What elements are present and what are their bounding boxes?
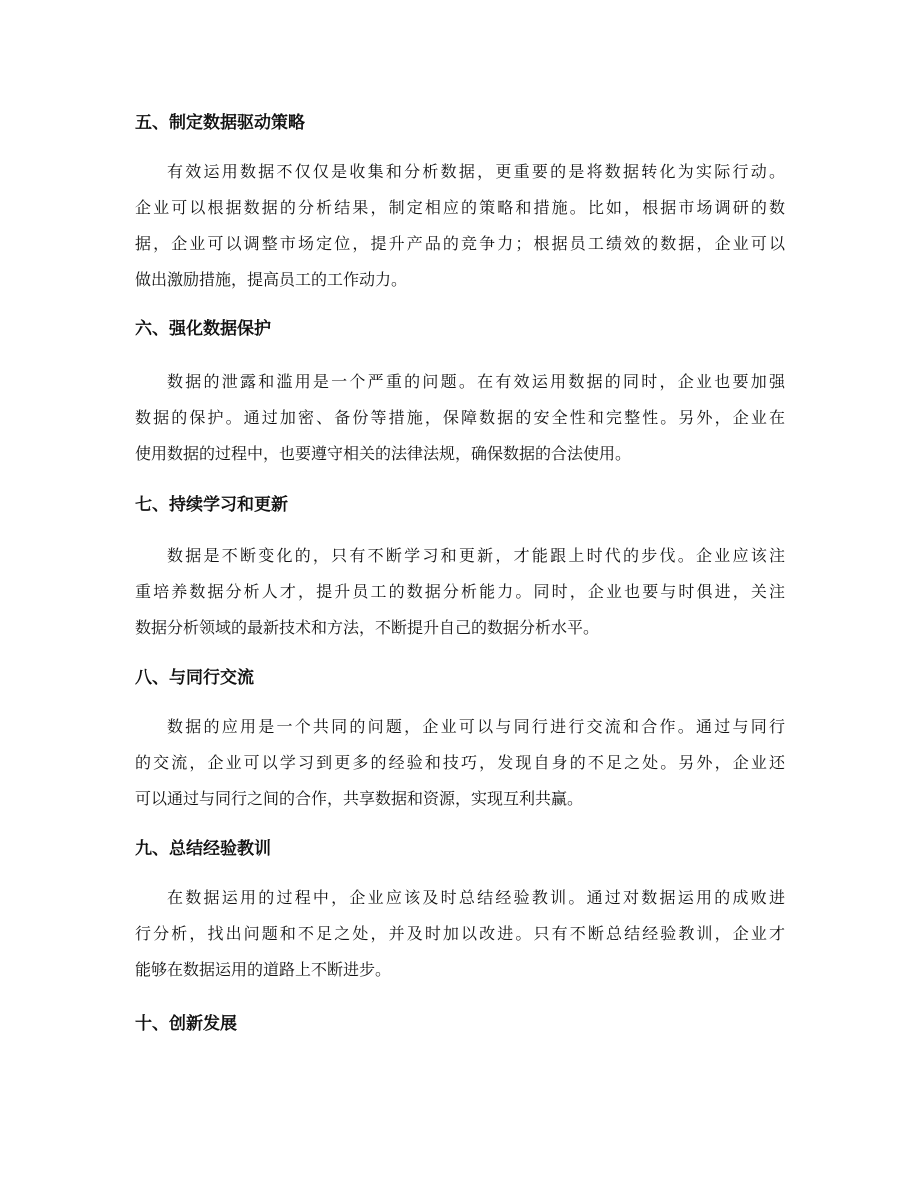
- paragraph-line: 能够在数据运用的道路上不断进步。: [135, 960, 392, 979]
- paragraph-line: 有效运用数据不仅仅是收集和分析数据，更重要的是将数据转化为实际行动。: [167, 162, 785, 181]
- section-paragraph: [135, 880, 785, 988]
- section-heading: 七、持续学习和更新: [135, 495, 288, 515]
- section-paragraph: [135, 154, 785, 298]
- paragraph-line: 数据分析领域的最新技术和方法，不断提升自己的数据分析水平。: [135, 618, 600, 637]
- section-heading: 五、制定数据驱动策略: [135, 113, 305, 133]
- section-heading: 十、创新发展: [135, 1014, 237, 1034]
- paragraph-line: 做出激励措施，提高员工的工作动力。: [135, 270, 408, 289]
- paragraph-line: 据，企业可以调整市场定位，提升产品的竞争力；根据员工绩效的数据，企业可以: [135, 234, 785, 253]
- paragraph-line: 企业可以根据数据的分析结果，制定相应的策略和措施。比如，根据市场调研的数: [135, 198, 785, 217]
- paragraph-line: 数据的应用是一个共同的问题，企业可以与同行进行交流和合作。通过与同行: [167, 717, 785, 736]
- paragraph-line: 可以通过与同行之间的合作，共享数据和资源，实现互利共赢。: [135, 789, 584, 808]
- paragraph-line: 重培养数据分析人才，提升员工的数据分析能力。同时，企业也要与时俱进，关注: [135, 582, 785, 601]
- paragraph-line: 数据的泄露和滥用是一个严重的问题。在有效运用数据的同时，企业也要加强: [167, 372, 785, 391]
- section-heading: 九、总结经验教训: [135, 839, 271, 859]
- paragraph-line: 的交流，企业可以学习到更多的经验和技巧，发现自身的不足之处。另外，企业还: [135, 753, 785, 772]
- section-paragraph: [135, 709, 785, 817]
- paragraph-line: 数据是不断变化的，只有不断学习和更新，才能跟上时代的步伐。企业应该注: [167, 546, 785, 565]
- paragraph-line: 数据的保护。通过加密、备份等措施，保障数据的安全性和完整性。另外，企业在: [135, 408, 785, 427]
- section-paragraph: [135, 364, 785, 472]
- paragraph-line: 使用数据的过程中，也要遵守相关的法律法规，确保数据的合法使用。: [135, 444, 632, 463]
- section-paragraph: [135, 538, 785, 646]
- section-heading: 八、与同行交流: [135, 668, 254, 688]
- section-heading: 六、强化数据保护: [135, 319, 271, 339]
- paragraph-line: 行分析，找出问题和不足之处，并及时加以改进。只有不断总结经验教训，企业才: [135, 924, 785, 943]
- paragraph-line: 在数据运用的过程中，企业应该及时总结经验教训。通过对数据运用的成败进: [167, 888, 785, 907]
